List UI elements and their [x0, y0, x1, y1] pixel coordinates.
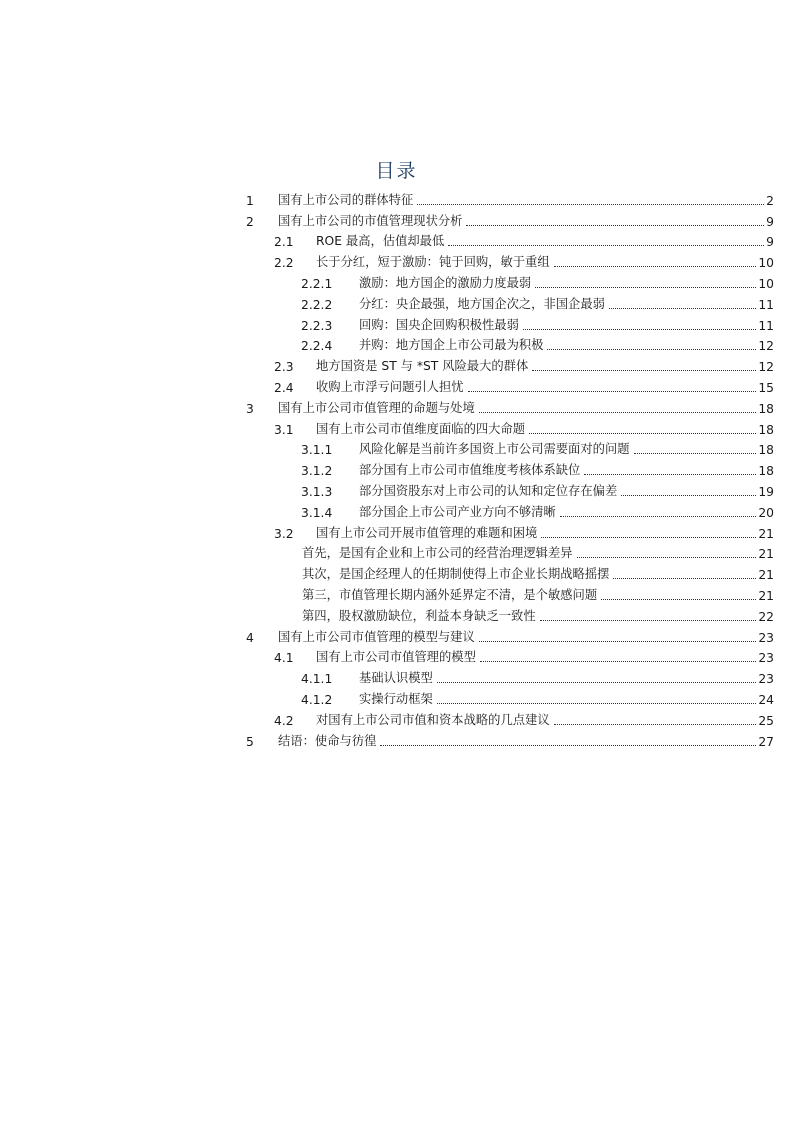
toc-entry-line	[278, 398, 774, 416]
toc-entry-page: 19	[758, 484, 774, 499]
toc-entry-number: 3	[246, 401, 254, 416]
toc-entry-page: 27	[758, 734, 774, 749]
toc-entry[interactable]	[244, 398, 774, 419]
toc-entry-label: 国有上市公司的市值管理现状分析	[278, 211, 464, 229]
dot-leader	[601, 599, 756, 600]
toc-entry-label: 激励：地方国企的激励力度最弱	[359, 273, 533, 291]
toc-entry-number: 2.2.4	[301, 339, 333, 354]
toc-entry-number: 4.1.1	[301, 672, 333, 687]
toc-entry-number: 3.2	[274, 526, 294, 541]
toc-entry-line	[316, 231, 774, 249]
toc-entry-line	[302, 585, 774, 603]
toc-entry[interactable]	[244, 564, 774, 585]
toc-entry-page: 10	[758, 276, 774, 291]
dot-leader	[437, 682, 757, 683]
toc-entry-number: 2	[246, 214, 254, 229]
toc-entry-label: 国有上市公司市值维度面临的四大命题	[316, 419, 527, 437]
toc-title: 目录	[375, 160, 418, 182]
toc-entry[interactable]	[244, 460, 774, 481]
toc-entry-page: 18	[758, 401, 774, 416]
toc-entry-number: 4.1	[274, 651, 294, 666]
dot-leader	[613, 578, 756, 579]
toc-entry-label: 首先，是国有企业和上市公司的经营治理逻辑差异	[302, 543, 575, 561]
toc-entry-number: 4.2	[274, 713, 294, 728]
toc-entry-page: 21	[758, 568, 774, 583]
toc-entry-number: 3.1.4	[301, 505, 333, 520]
toc-entry-label: 对国有上市公司市值和资本战略的几点建议	[316, 710, 552, 728]
toc-entry-label: 分红：央企最强，地方国企次之，非国企最弱	[359, 294, 607, 312]
dot-leader	[417, 204, 764, 205]
toc-entry[interactable]	[244, 731, 774, 752]
toc-entry-line	[316, 710, 774, 728]
toc-entry-line	[302, 564, 774, 582]
toc-entry[interactable]	[244, 252, 774, 273]
toc-entry[interactable]	[244, 211, 774, 232]
toc-entry-number: 4	[246, 630, 254, 645]
toc-entry-line	[316, 377, 774, 395]
toc-entry-line	[316, 356, 774, 374]
toc-entry[interactable]	[244, 419, 774, 440]
toc-entry[interactable]	[244, 689, 774, 710]
toc-entry[interactable]	[244, 585, 774, 606]
toc-entry-label: 国有上市公司市值管理的模型	[316, 647, 478, 665]
dot-leader	[560, 516, 757, 517]
dot-leader	[479, 412, 757, 413]
toc-entry-number: 2.2.2	[301, 297, 333, 312]
dot-leader	[540, 620, 757, 621]
dot-leader	[554, 266, 757, 267]
toc-entry-number: 2.2	[274, 256, 294, 271]
toc-entry-page: 11	[758, 318, 774, 333]
toc-entry[interactable]	[244, 523, 774, 544]
toc-entry-line	[359, 502, 774, 520]
toc-entry-page: 20	[758, 505, 774, 520]
toc-entry-label: 风险化解是当前许多国资上市公司需要面对的问题	[359, 439, 632, 457]
toc-entry[interactable]	[244, 294, 774, 315]
toc-entry[interactable]	[244, 627, 774, 648]
dot-leader	[634, 453, 757, 454]
toc-entry-number: 4.1.2	[301, 692, 333, 707]
toc-entry-label: 部分国企上市公司产业方向不够清晰	[359, 502, 558, 520]
toc-entry-label: ROE 最高，估值却最低	[316, 231, 446, 249]
toc-entry-label: 部分国有上市公司市值维度考核体系缺位	[359, 460, 582, 478]
toc-entry-line	[302, 543, 774, 561]
toc-entry-number: 3.1.2	[301, 464, 333, 479]
toc-entry[interactable]	[244, 190, 774, 211]
toc-entry-page: 12	[758, 339, 774, 354]
toc-entry-page: 23	[758, 630, 774, 645]
toc-entry-page: 25	[758, 713, 774, 728]
toc-entry-number: 1	[246, 193, 254, 208]
toc-entry-line	[359, 335, 774, 353]
toc-entry-page: 23	[758, 651, 774, 666]
toc-entry[interactable]	[244, 356, 774, 377]
dot-leader	[554, 724, 757, 725]
toc-entry[interactable]	[244, 336, 774, 357]
dot-leader	[547, 349, 756, 350]
toc-entry[interactable]	[244, 440, 774, 461]
toc-entry-label: 第三，市值管理长期内涵外延界定不清，是个敏感问题	[302, 585, 599, 603]
toc-entry[interactable]	[244, 377, 774, 398]
toc-entry-label: 基础认识模型	[359, 668, 435, 686]
dot-leader	[621, 495, 756, 496]
toc-entry-page: 9	[766, 235, 774, 250]
toc-entry-label: 并购：地方国企上市公司最为积极	[359, 335, 545, 353]
dot-leader	[437, 703, 757, 704]
toc-entry-label: 国有上市公司市值管理的命题与处境	[278, 398, 477, 416]
toc-entry-page: 15	[758, 380, 774, 395]
toc-entry[interactable]	[244, 606, 774, 627]
toc-entry-line	[278, 211, 774, 229]
toc-entry-line	[359, 460, 774, 478]
dot-leader	[529, 433, 756, 434]
toc-entry-number: 2.2.1	[301, 276, 333, 291]
toc-entry-line	[316, 647, 774, 665]
toc-entry-label: 结语：使命与彷徨	[278, 731, 378, 749]
toc-entry[interactable]	[244, 315, 774, 336]
toc-entry-number: 3.1.3	[301, 484, 333, 499]
toc-entry-label: 部分国资股东对上市公司的认知和定位存在偏差	[359, 481, 619, 499]
toc-entry-line	[359, 315, 774, 333]
dot-leader	[584, 474, 756, 475]
dot-leader	[577, 557, 757, 558]
toc-entry-label: 长于分红，短于激励：钝于回购，敏于重组	[316, 252, 552, 270]
toc-entry-line	[359, 481, 774, 499]
toc-entry-page: 22	[758, 609, 774, 624]
toc-entry-label: 其次，是国企经理人的任期制使得上市企业长期战略摇摆	[302, 564, 611, 582]
toc-entry-page: 23	[758, 672, 774, 687]
toc-entry[interactable]	[244, 502, 774, 523]
toc-entry[interactable]	[244, 544, 774, 565]
toc-entry-page: 9	[766, 214, 774, 229]
toc-entry-number: 2.2.3	[301, 318, 333, 333]
toc-entry-page: 24	[758, 692, 774, 707]
toc-entry-label: 地方国资是 ST 与 *ST 风险最大的群体	[316, 356, 530, 374]
toc-entry-line	[359, 668, 774, 686]
toc-entry-page: 18	[758, 443, 774, 458]
toc-entry-label: 国有上市公司开展市值管理的难题和困境	[316, 523, 539, 541]
toc-entry-page: 21	[758, 547, 774, 562]
dot-leader	[480, 661, 756, 662]
toc-entry[interactable]	[244, 648, 774, 669]
toc-entry-label: 第四，股权激励缺位，利益本身缺乏一致性	[302, 606, 538, 624]
toc-entry-label: 实操行动框架	[359, 689, 435, 707]
toc-entry-line	[278, 627, 774, 645]
toc-entry-line	[316, 523, 774, 541]
toc-entry[interactable]	[244, 668, 774, 689]
toc-entry[interactable]	[244, 273, 774, 294]
toc-entry-page: 21	[758, 588, 774, 603]
toc-entry-number: 3.1.1	[301, 443, 333, 458]
toc-entry[interactable]	[244, 710, 774, 731]
toc-entry-page: 2	[766, 193, 774, 208]
toc-entry-label: 收购上市浮亏问题引人担忧	[316, 377, 466, 395]
toc-entry-label: 国有上市公司的群体特征	[278, 190, 415, 208]
dot-leader	[479, 641, 757, 642]
toc-entry[interactable]	[244, 481, 774, 502]
toc-entry-line	[316, 419, 774, 437]
toc-entry-number: 2.4	[274, 380, 294, 395]
toc-entry-page: 18	[758, 422, 774, 437]
toc-entry-page: 12	[758, 360, 774, 375]
toc-entry-line	[359, 439, 774, 457]
toc-entry-line	[278, 731, 774, 749]
toc-entry[interactable]	[244, 232, 774, 253]
toc-entry-label: 国有上市公司市值管理的模型与建议	[278, 627, 477, 645]
toc-entry-line	[359, 689, 774, 707]
toc-entry-line	[359, 294, 774, 312]
toc-entry-number: 3.1	[274, 422, 294, 437]
dot-leader	[468, 391, 757, 392]
dot-leader	[541, 537, 756, 538]
toc-entry-page: 11	[758, 297, 774, 312]
dot-leader	[609, 308, 756, 309]
toc-entry-number: 2.1	[274, 235, 294, 250]
dot-leader	[448, 245, 764, 246]
table-of-contents	[244, 190, 774, 752]
toc-entry-page: 10	[758, 256, 774, 271]
dot-leader	[523, 329, 756, 330]
toc-entry-line	[316, 252, 774, 270]
dot-leader	[532, 370, 756, 371]
toc-entry-label: 回购：国央企回购积极性最弱	[359, 315, 521, 333]
toc-entry-line	[302, 606, 774, 624]
toc-entry-number: 5	[246, 734, 254, 749]
toc-entry-line	[359, 273, 774, 291]
toc-entry-line	[278, 190, 774, 208]
toc-entry-page: 18	[758, 464, 774, 479]
toc-entry-page: 21	[758, 526, 774, 541]
toc-entry-number: 2.3	[274, 360, 294, 375]
dot-leader	[380, 745, 756, 746]
dot-leader	[466, 225, 764, 226]
dot-leader	[535, 287, 756, 288]
